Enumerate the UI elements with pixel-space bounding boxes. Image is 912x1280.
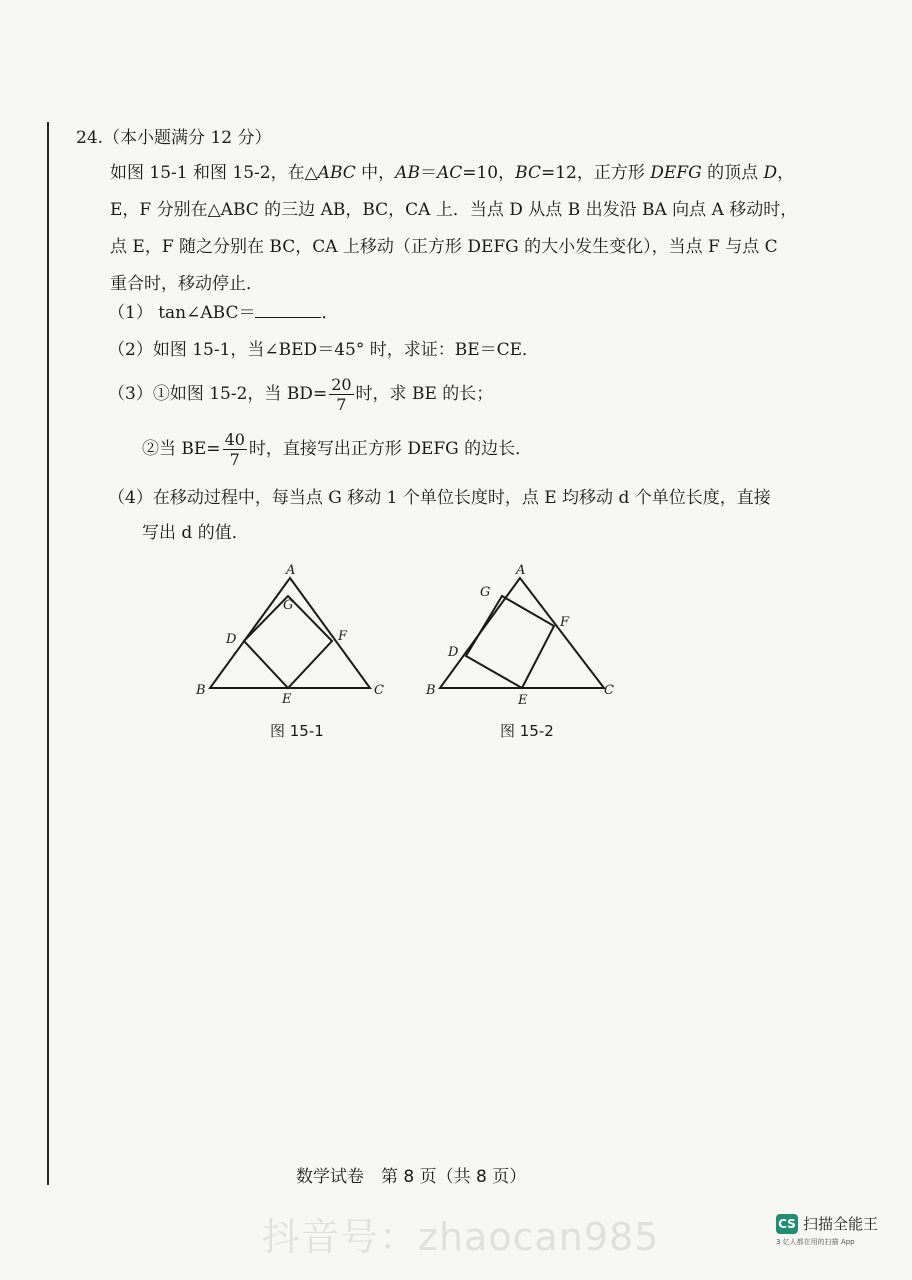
part-3b-text: ②当 BE= (142, 439, 221, 459)
intro-text: ＝ (419, 163, 437, 183)
question-intro-line-3: 点 E，F 随之分别在 BC，CA 上移动（正方形 DEFG 的大小发生变化），当点 F 与点 C (110, 237, 778, 257)
label-f: F (338, 629, 348, 644)
label-e: E (518, 693, 528, 706)
intro-text: D (763, 163, 778, 183)
part-2: （2）如图 15-1，当∠BED＝45° 时，求证：BE＝CE． (108, 340, 540, 360)
label-d: D (226, 632, 237, 647)
fraction (223, 430, 247, 469)
binding-margin-line (47, 122, 49, 1185)
square-defg (466, 596, 554, 688)
part-3-2 (142, 428, 532, 470)
label-c: C (604, 683, 614, 698)
label-a: A (516, 563, 526, 578)
intro-text: 中， (355, 163, 396, 183)
question-intro-line-1 (110, 162, 794, 184)
label-f: F (560, 615, 570, 630)
label-d: D (448, 645, 459, 660)
fraction-denominator: 7 (229, 450, 240, 469)
fraction-numerator: 20 (331, 375, 352, 394)
part-1-end: ． (321, 303, 339, 323)
label-a: A (286, 563, 296, 578)
fraction-denominator: 7 (336, 395, 347, 414)
part-3-text: 时，求 BE 的长； (355, 384, 494, 404)
watermark: 抖音号：zhaocan985 (262, 1215, 660, 1259)
intro-text: =12，正方形 (540, 163, 651, 183)
label-b: B (426, 683, 436, 698)
intro-text: 的顶点 (701, 163, 764, 183)
part-4-line-1: （4）在移动过程中，每当点 G 移动 1 个单位长度时，点 E 均移动 d 个单位长度，直接 (108, 488, 771, 508)
part-1 (108, 302, 338, 324)
scanner-logo-icon: CS (776, 1214, 798, 1234)
question-heading: 24.（本小题满分 12 分） (76, 128, 272, 148)
label-g: G (283, 598, 294, 613)
part-4-line-2: 写出 d 的值． (142, 523, 249, 543)
intro-text: ， (777, 163, 795, 183)
answer-blank (255, 303, 321, 318)
intro-text: ABC (317, 163, 356, 183)
scanner-tagline: 3 亿人都在用的扫描 App (776, 1238, 855, 1246)
intro-text: AB (395, 163, 420, 183)
figure-15-2 (422, 556, 632, 706)
fraction-numerator: 40 (224, 430, 245, 449)
intro-text: BC (515, 163, 541, 183)
part-3-1 (108, 373, 493, 415)
figure-15-1-caption: 图 15-1 (270, 722, 324, 740)
label-c: C (374, 683, 384, 698)
triangle-abc (440, 578, 604, 688)
question-intro-line-2: E，F 分别在△ABC 的三边 AB，BC，CA 上．当点 D 从点 B 出发沿 BA 向点 A 移动时， (110, 200, 798, 220)
intro-text: 如图 15-1 和图 15-2，在△ (110, 163, 318, 183)
label-g: G (480, 585, 491, 600)
intro-text: AC (436, 163, 463, 183)
label-b: B (196, 683, 206, 698)
scanner-name: 扫描全能王 (803, 1215, 879, 1233)
part-3-text: （3）①如图 15-2，当 BD= (108, 384, 328, 404)
label-e: E (282, 692, 292, 706)
fraction (329, 375, 353, 414)
question-intro-line-4: 重合时，移动停止． (110, 274, 263, 294)
part-3b-text: 时，直接写出正方形 DEFG 的边长． (248, 439, 533, 459)
figure-15-1 (190, 556, 400, 706)
page-footer: 数学试卷 第 8 页（共 8 页） (296, 1167, 527, 1187)
intro-text: DEFG (650, 163, 702, 183)
figure-15-2-caption: 图 15-2 (500, 722, 554, 740)
intro-text: =10， (462, 163, 516, 183)
part-1-text: （1） tan∠ABC＝ (108, 303, 256, 323)
